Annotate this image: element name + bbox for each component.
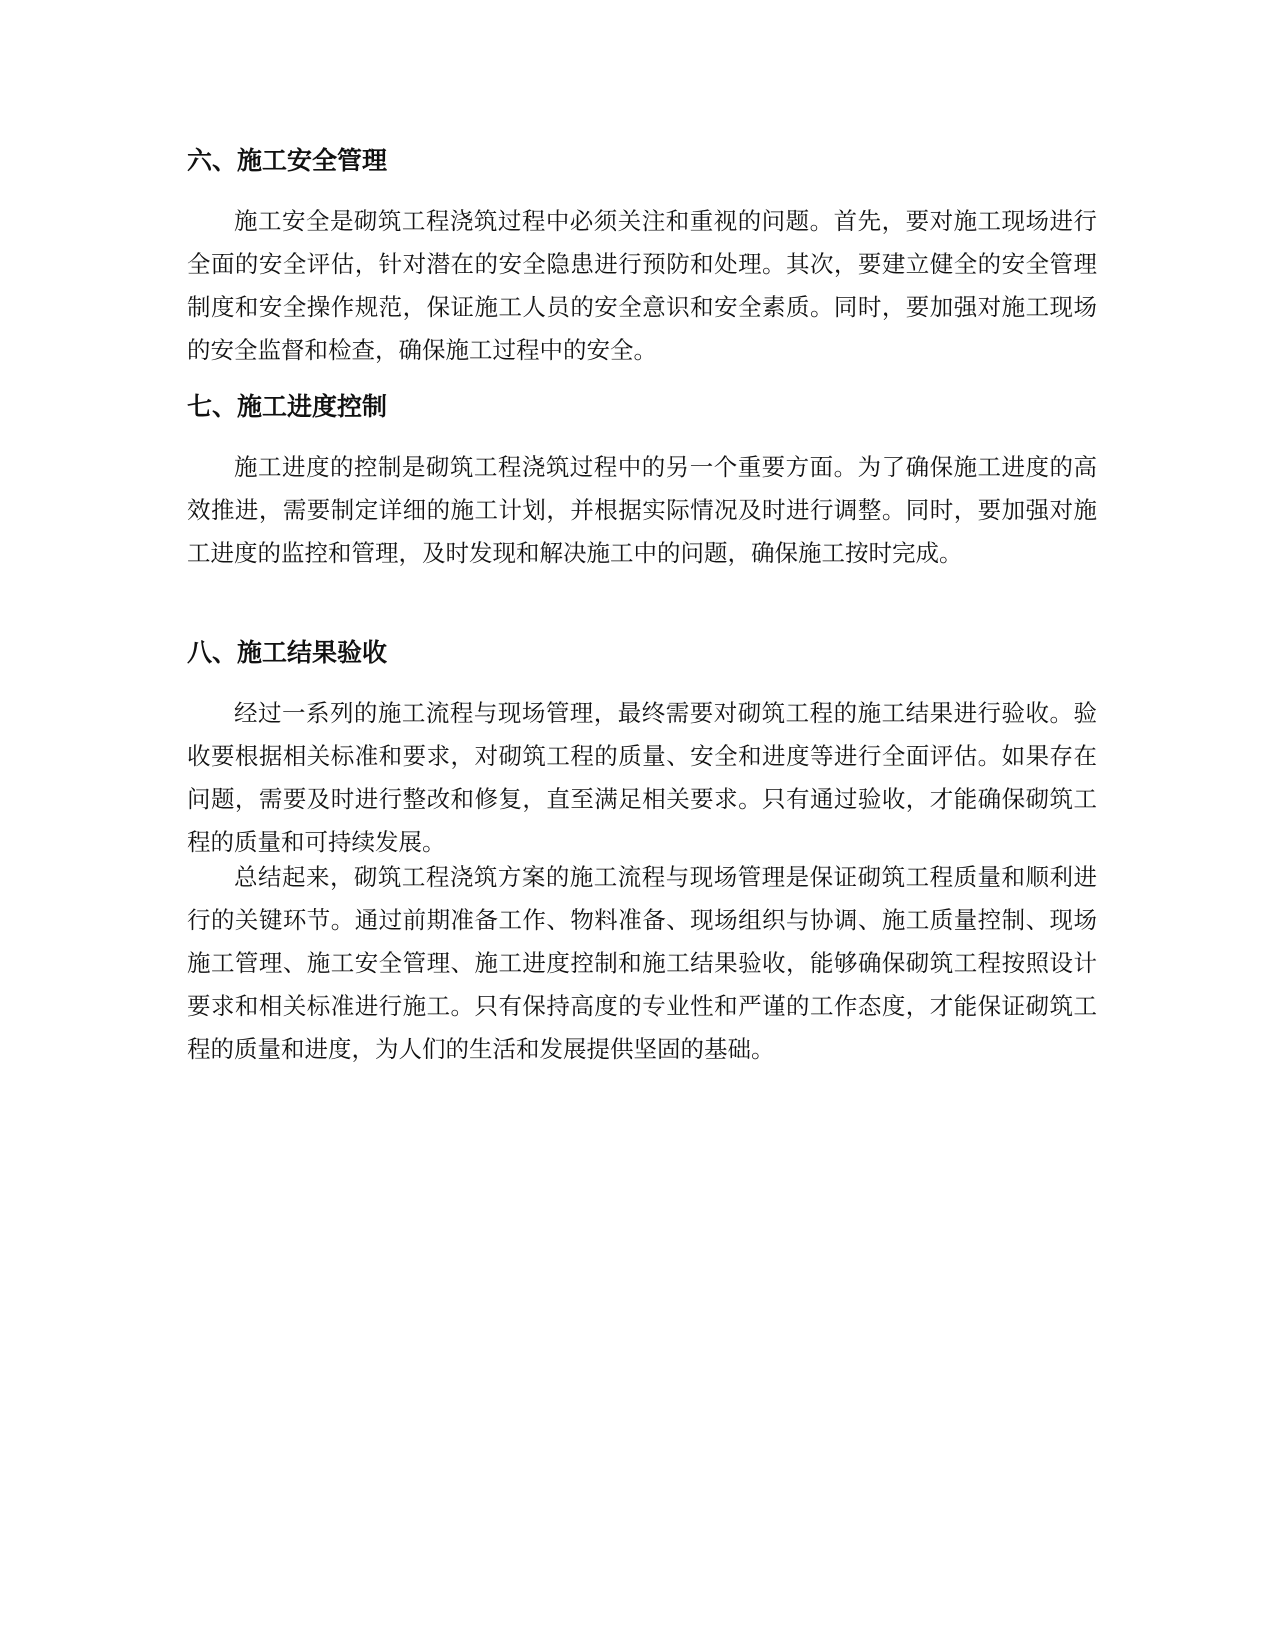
section-paragraph-acceptance: 经过一系列的施工流程与现场管理，最终需要对砌筑工程的施工结果进行验收。验收要根据相关标准和要求，对砌筑工程的质量、安全和进度等进行全面评估。如果存在问题，需要及时进行整改和修复，直至满足相关要求。只有通过验收，才能确保砌筑工程的质量和可持续发展。 [187, 699, 1097, 856]
section-paragraph-schedule: 施工进度的控制是砌筑工程浇筑过程中的另一个重要方面。为了确保施工进度的高效推进，需要制定详细的施工计划，并根据实际情况及时进行调整。同时，要加强对施工进度的监控和管理，及时发现和解决施工中的问题，确保施工按时完成。 [187, 453, 1097, 567]
conclusion-paragraph: 总结起来，砌筑工程浇筑方案的施工流程与现场管理是保证砌筑工程质量和顺利进行的关键环节。通过前期准备工作、物料准备、现场组织与协调、施工质量控制、现场施工管理、施工安全管理、施工进度控制和施工结果验收，能够确保砌筑工程按照设计要求和相关标准进行施工。只有保持高度的专业性和严谨的工作态度，才能保证砌筑工程的质量和进度，为人们的生活和发展提供坚固的基础。 [187, 863, 1097, 1063]
section-heading-acceptance: 八、施工结果验收 [187, 638, 388, 667]
section-heading-safety: 六、施工安全管理 [187, 146, 388, 175]
section-heading-schedule: 七、施工进度控制 [187, 392, 388, 421]
section-paragraph-safety: 施工安全是砌筑工程浇筑过程中必须关注和重视的问题。首先，要对施工现场进行全面的安全评估，针对潜在的安全隐患进行预防和处理。其次，要建立健全的安全管理制度和安全操作规范，保证施工人员的安全意识和安全素质。同时，要加强对施工现场的安全监督和检查，确保施工过程中的安全。 [187, 207, 1097, 364]
